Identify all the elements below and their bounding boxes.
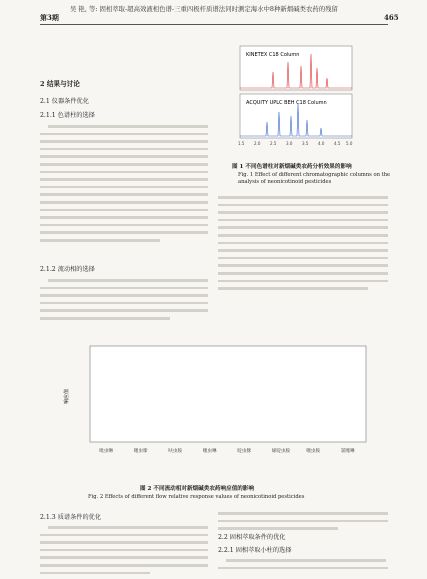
figure1-caption-en: Fig. 1 Effect of different chromatographic columns on the analysis of neonicotinoid pesticides <box>238 172 391 185</box>
section-instrument: 2.1 仪器条件优化 <box>40 98 89 105</box>
fig1-tick: 4.5 <box>334 141 341 146</box>
fig2-category-label: 呋虫胺 <box>168 449 183 454</box>
left-para-1 <box>40 125 208 247</box>
section-results: 2 结果与讨论 <box>40 80 80 88</box>
figure1-chromatogram <box>232 42 362 148</box>
section-mobile-phase: 2.1.2 流动相的选择 <box>40 266 95 273</box>
page-number: 465 <box>384 13 399 22</box>
running-title: 吴 艳, 等: 固相萃取-超高效液相色谱-三重四极杆质谱法同时测定海水中8种新烟碱类农药的残留 <box>70 5 338 13</box>
fig1-tick: 1.5 <box>238 141 245 146</box>
fig2-category-label: 噻虫啉 <box>202 449 217 454</box>
fig2-category-label: 烯啶虫胺 <box>271 449 291 454</box>
fig2-y-label: 响应值 <box>64 388 70 404</box>
issue-number: 第3期 <box>40 13 59 22</box>
fig1-tick: 3.0 <box>286 141 293 146</box>
section-column-selection: 2.1.1 色谱柱的选择 <box>40 112 95 119</box>
right-para-3 <box>218 559 388 574</box>
fig2-category-label: 噻虫胺 <box>306 449 321 454</box>
section-spe: 2.2 固相萃取条件的优化 <box>218 534 286 541</box>
fig2-category-label: 氯噻啉 <box>340 449 355 454</box>
fig2-category-label: 吡虫啉 <box>99 449 114 454</box>
section-spe-column: 2.2.1 固相萃取小柱的选择 <box>218 547 292 554</box>
panel1-label: KINETEX C18 Column <box>246 52 300 58</box>
fig1-tick: 2.0 <box>254 141 261 146</box>
left-para-3 <box>40 526 208 579</box>
panel2-label: ACQUITY UPLC BEH C18 Column <box>246 100 327 106</box>
figure2-caption-zh: 图 2 不同流动相对新烟碱类农药响应值的影响 <box>140 486 255 492</box>
figure2-bar-chart <box>60 342 370 468</box>
left-para-2 <box>40 279 208 325</box>
fig2-category-label: 啶虫脒 <box>237 449 252 454</box>
section-ms-conditions: 2.1.3 质谱条件的优化 <box>40 514 102 521</box>
right-para-1 <box>218 196 388 295</box>
fig1-tick: 5.0 <box>346 141 353 146</box>
fig2-category-label: 噻虫嗪 <box>133 449 148 454</box>
fig1-tick: 4.0 <box>318 141 325 146</box>
fig1-tick: 2.5 <box>270 141 277 146</box>
figure2-caption-en: Fig. 2 Effects of different flow relative response values of neonicotinoid pesticides <box>88 494 305 500</box>
figure1-caption-zh: 图 1 不同色谱柱对新烟碱类农药分析效果的影响 <box>232 164 352 170</box>
header-rule <box>40 24 388 25</box>
fig1-tick: 3.5 <box>302 141 309 146</box>
